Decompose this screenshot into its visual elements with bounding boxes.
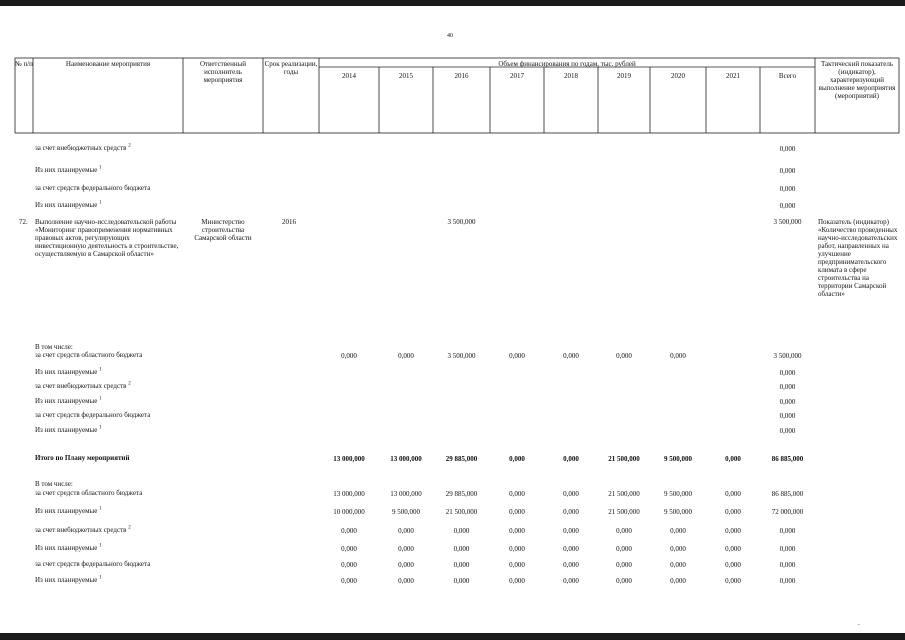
- plan-total-cell: 13 000,000: [390, 455, 422, 463]
- plan-total-row-cell: 0,000: [779, 545, 796, 553]
- plan-total-row-cell: 0,000: [563, 577, 579, 585]
- item-72-cell-total: 0,000: [779, 369, 796, 377]
- plan-total-row-label: за счет средств областного бюджета: [35, 489, 143, 497]
- top-row-total: 0,000: [779, 145, 796, 153]
- plan-total-row-label: Из них планируемые $^1$: [35, 506, 102, 515]
- header-no: № п/п: [15, 60, 33, 68]
- item-72-row-label: за счет внебюджетных средств $^2$: [35, 381, 131, 390]
- top-row-total: 0,000: [779, 185, 796, 193]
- plan-total-row-cell: 0,000: [725, 508, 741, 516]
- plan-total-row-cell: 0,000: [341, 527, 357, 535]
- plan-total-row-cell: 0,000: [670, 577, 686, 585]
- item-72-cell-total: 0,000: [779, 398, 796, 406]
- plan-total-row-cell: 0,000: [779, 577, 796, 585]
- plan-total-row-cell: 0,000: [453, 577, 470, 585]
- plan-total-row-cell: 0,000: [563, 508, 579, 516]
- header-term: Срок реализации, годы: [264, 60, 318, 76]
- top-row-label: за счет внебюджетных средств $^2$: [35, 143, 131, 152]
- item-72-total: 3 500,000: [773, 218, 802, 226]
- item-72-cell: 0,000: [616, 352, 632, 360]
- plan-total-row-cell: 0,000: [563, 527, 579, 535]
- top-row-label: Из них планируемые $^1$: [35, 165, 102, 174]
- item-72-intro: В том числе:: [35, 343, 73, 351]
- header-year-2014: 2014: [342, 72, 356, 80]
- item-72-cell: 0,000: [509, 352, 525, 360]
- plan-total-row-cell: 0,000: [670, 527, 686, 535]
- plan-total-cell: 86 885,000: [771, 455, 804, 463]
- header-year-2019: 2019: [617, 72, 631, 80]
- item-72-indicator: Показатель (индикатор) «Количество проведенных научно-исследовательских работ, направленных на улучшение предпринимательского климата в сфере строительства на территории Самарской области»: [818, 218, 898, 298]
- header-year-2021: 2021: [726, 72, 740, 80]
- plan-total-cell: 29 885,000: [445, 455, 478, 463]
- plan-total-cell: 13 000,000: [333, 455, 365, 463]
- footer-mark: .: [858, 619, 860, 627]
- plan-total-row-cell: 0,000: [563, 490, 579, 498]
- item-72-cell-total: 0,000: [779, 427, 796, 435]
- plan-total-row-cell: 0,000: [398, 527, 414, 535]
- plan-total-row-cell: 0,000: [779, 561, 796, 569]
- plan-total-row-cell: 0,000: [725, 527, 741, 535]
- plan-total-row-cell: 0,000: [563, 561, 579, 569]
- plan-total-row-cell: 0,000: [398, 577, 414, 585]
- plan-total-row-cell: 0,000: [725, 561, 741, 569]
- plan-total-row-cell: 13 000,000: [390, 490, 422, 498]
- page-number: 40: [447, 33, 453, 39]
- item-72-row-label: Из них планируемые $^1$: [35, 367, 102, 376]
- plan-total-row-cell: 0,000: [563, 545, 579, 553]
- plan-total-row-cell: 0,000: [616, 527, 632, 535]
- plan-total-row-cell: 0,000: [670, 545, 686, 553]
- plan-total-cell: 21 500,000: [608, 455, 640, 463]
- plan-total-row-cell: 13 000,000: [333, 490, 365, 498]
- plan-total-row-cell: 0,000: [341, 545, 357, 553]
- header-year-2015: 2015: [399, 72, 413, 80]
- top-row-total: 0,000: [779, 202, 796, 210]
- header-funding: Объем финансирования по годам, тыс. рублей: [498, 60, 636, 68]
- plan-total-row-cell: 0,000: [398, 545, 414, 553]
- item-72-cell: 0,000: [398, 352, 414, 360]
- header-year-2020: 2020: [671, 72, 685, 80]
- plan-total-row-cell: 0,000: [453, 545, 470, 553]
- plan-total-label: Итого по Плану мероприятий: [35, 454, 130, 462]
- plan-total-row-cell: 29 885,000: [445, 490, 478, 498]
- plan-total-row-cell: 0,000: [509, 545, 525, 553]
- header-total: Всего: [778, 72, 797, 80]
- item-72-cell: 0,000: [563, 352, 579, 360]
- plan-total-row-cell: 21 500,000: [445, 508, 478, 516]
- item-72-row-label: Из них планируемые $^1$: [35, 425, 102, 434]
- plan-total-row-cell: 0,000: [453, 527, 470, 535]
- plan-total-intro: В том числе:: [35, 480, 73, 488]
- plan-total-row-cell: 72 000,000: [771, 508, 804, 516]
- plan-total-row-cell: 0,000: [509, 527, 525, 535]
- plan-total-row-cell: 0,000: [616, 545, 632, 553]
- plan-total-row-cell: 21 500,000: [608, 490, 640, 498]
- plan-total-row-cell: 0,000: [341, 561, 357, 569]
- item-72-term: 2016: [282, 218, 296, 226]
- header-name: Наименование мероприятия: [65, 60, 151, 68]
- item-72-cell-total: 0,000: [779, 412, 796, 420]
- plan-total-row-cell: 0,000: [509, 561, 525, 569]
- plan-total-cell: 0,000: [563, 455, 579, 463]
- plan-total-row-cell: 0,000: [453, 561, 470, 569]
- item-72-cell: 3 500,000: [447, 352, 476, 360]
- plan-total-row-cell: 0,000: [509, 577, 525, 585]
- plan-total-row-cell: 0,000: [616, 577, 632, 585]
- plan-total-cell: 0,000: [509, 455, 525, 463]
- plan-total-cell: 9 500,000: [664, 455, 692, 463]
- item-72-row-label: Из них планируемые $^1$: [35, 396, 102, 405]
- item-72-cell: 0,000: [341, 352, 357, 360]
- header-year-2017: 2017: [510, 72, 524, 80]
- header-responsible: Ответственный исполнитель мероприятия: [199, 60, 247, 84]
- header-year-2018: 2018: [564, 72, 578, 80]
- plan-total-row-cell: 0,000: [616, 561, 632, 569]
- plan-total-row-cell: 0,000: [779, 527, 796, 535]
- scan-bottom-border: [0, 633, 905, 640]
- item-72-value-2016: 3 500,000: [447, 218, 476, 226]
- header-indicator: Тактический показатель (индикатор), характеризующий выполнение мероприятия (мероприятий): [818, 60, 896, 100]
- plan-total-row-cell: 21 500,000: [608, 508, 640, 516]
- plan-total-row-cell: 9 500,000: [392, 508, 420, 516]
- plan-total-row-cell: 0,000: [725, 545, 741, 553]
- plan-total-row-cell: 0,000: [725, 490, 741, 498]
- plan-total-row-cell: 10 000,000: [333, 508, 365, 516]
- item-72-row-label: за счет средств федерального бюджета: [35, 411, 151, 419]
- item-72-responsible: Министерство строительства Самарской области: [194, 218, 252, 242]
- item-72-cell-total: 0,000: [779, 383, 796, 391]
- plan-total-row-label: за счет средств федерального бюджета: [35, 560, 151, 568]
- item-72-row-label: за счет средств областного бюджета: [35, 351, 143, 359]
- plan-total-row-cell: 0,000: [670, 561, 686, 569]
- header-year-2016: 2016: [454, 72, 469, 80]
- item-72-name: Выполнение научно-исследовательской работы «Мониторинг правоприменения нормативных правовых актов, регулирующих инвестиционную деятельность в строительстве, осуществляемую в Самарской области»: [35, 218, 179, 258]
- plan-total-row-cell: 0,000: [341, 577, 357, 585]
- plan-total-row-label: Из них планируемые $^1$: [35, 575, 102, 584]
- top-row-label: за счет средств федерального бюджета: [35, 184, 151, 192]
- plan-total-row-cell: 9 500,000: [664, 490, 692, 498]
- plan-total-row-cell: 0,000: [725, 577, 741, 585]
- plan-total-row-label: за счет внебюджетных средств $^2$: [35, 525, 131, 534]
- top-row-label: Из них планируемые $^1$: [35, 200, 102, 209]
- plan-total-cell: 0,000: [725, 455, 741, 463]
- item-72-cell: 0,000: [670, 352, 686, 360]
- item-72-number: 72.: [19, 218, 28, 226]
- plan-total-row-cell: 0,000: [509, 508, 525, 516]
- plan-total-row-label: Из них планируемые $^1$: [35, 543, 102, 552]
- plan-total-row-cell: 9 500,000: [664, 508, 692, 516]
- plan-total-row-cell: 0,000: [509, 490, 525, 498]
- top-row-total: 0,000: [779, 167, 796, 175]
- plan-total-row-cell: 86 885,000: [771, 490, 804, 498]
- plan-total-row-cell: 0,000: [398, 561, 414, 569]
- item-72-cell-total: 3 500,000: [773, 352, 802, 360]
